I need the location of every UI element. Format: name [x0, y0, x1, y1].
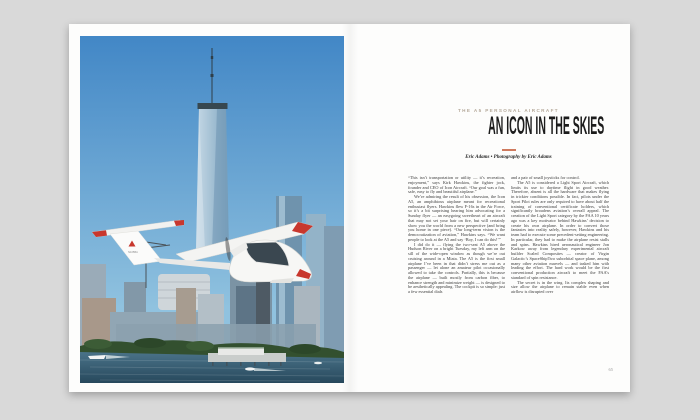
paragraph: We’re admiring the result of his obsession, the Icon A5, an amphibious airplane meant for recreational enthusiast flyers. Hawkins flew F-16s in the Air Force, so it’s a bit surprising hearing him advocating for a Sunday flyer — an easygoing sweetheart of an aircraft that may not set your hair on fire, but will certainly show you the world from a new perspective (and bring you home in one piece). “Our long-term vision is the democratization of aviation,” Hawkins says. “We want people to look at the A5 and say ‘Boy, I can do this!’” — [408, 194, 505, 242]
body-column-2 — [511, 176, 609, 317]
paragraph: “This isn’t transportation or utility — it’s recreation, enjoyment,” says Kirk Hawkins, the fighter jock, founder and CEO of Icon Aircraft. “Our goal was a fun, safe, easy to fly and beautiful airplane.” — [408, 176, 505, 195]
tail-registration: N105BA — [128, 251, 138, 254]
article-kicker: THE A5 PERSONAL AIRCRAFT — [457, 108, 560, 113]
page-gutter — [342, 24, 358, 392]
magazine-spread — [69, 24, 630, 392]
paragraph: The A5 is considered a Light Sport Aircraft, which limits its use to daytime flight in good weather. Therefore, absent is all the hardware that makes flying in trickier conditions possible. In fact, pilots under the Sport Pilot rules are only required to have about half the training of conventional certificate holders, which significantly broadens aviation’s overall appeal. The creation of the Light Sport category by the FAA 10 years ago was a key motivator behind Hawkins’ decision to create his own airplane. In order to convert those fantasies into reality safely, however, Hawkins and his team had to execute some precedent-setting engineering. In particular, they had to make the airplane resist stalls and spins. Hawkins hired aeronautical engineer Jon Karkow away from legendary experimental aircraft builder Scaled Composites — creator of Virgin Galactic’s SpaceShipTwo suborbital space plane, among many other aviation marvels — and tasked him with leading the effort. The hard work would be the first conventional production aircraft to meet the FAA’s standard of spin resistance. — [511, 179, 609, 280]
page-number: 65 — [608, 367, 613, 372]
article-byline: Eric Adams • Photography by Eric Adams — [465, 155, 552, 160]
body-column-1 — [408, 176, 505, 317]
feature-photo — [80, 36, 344, 383]
accent-rule-wrap — [408, 149, 609, 151]
article-title: AN ICON IN THE SKIES — [488, 112, 605, 140]
photo-illustration — [80, 36, 344, 383]
paragraph: I did do it — flying the two-seat A5 above the Hudson River on a bright Tuesday, my left arm on the sill of the wide-open window as though we’re out cruising around in a Miata. The A5 is the first small airplane I’ve been in that didn’t stress me out as a passenger — let alone an amateur pilot occasionally allowed to take the controls. Partially, this is because the airplane — built mostly from carbon fiber, to enhance strength and minimize weight — is designed to be aesthetically appealing. The cockpit is so simple: just a few essential dials — [408, 241, 505, 294]
paragraph: The secret is in the wing. Its complex shaping and size allow the airplane to remain stable even when airflow is disrupted over — [511, 279, 609, 294]
accent-rule — [502, 149, 516, 151]
paragraph: and a pair of small joysticks for control. — [511, 176, 580, 180]
article-title-wrap — [408, 114, 609, 140]
